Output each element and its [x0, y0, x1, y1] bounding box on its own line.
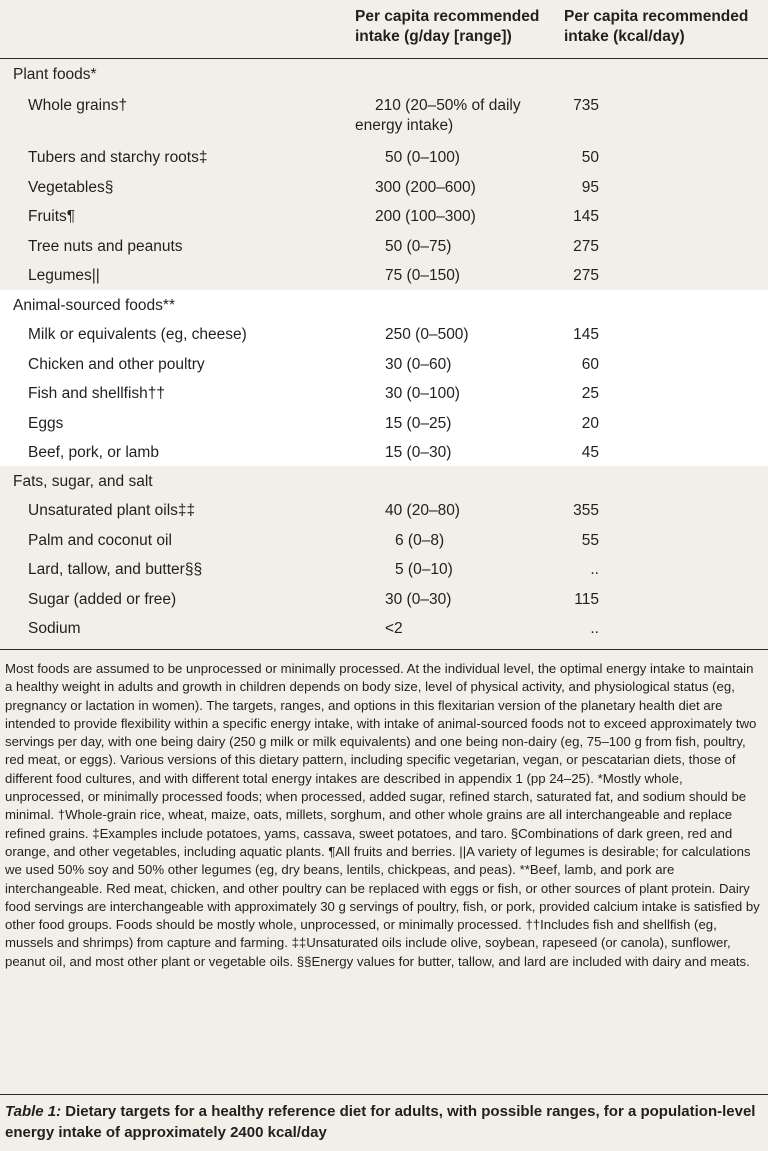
section-animal-foods: [0, 290, 768, 466]
kcal-value: 275: [573, 237, 599, 255]
grams-cell: [355, 560, 535, 580]
section-label: Animal-sourced foods**: [13, 297, 175, 314]
grams-value: 5 (0–10): [395, 561, 453, 578]
food-name: Legumes||: [28, 267, 100, 284]
table-row: [0, 144, 768, 174]
food-name: Vegetables§: [28, 178, 114, 196]
table-row: [0, 586, 768, 616]
grams-value: 40 (20–80): [385, 502, 460, 519]
grams-cell: [355, 501, 535, 521]
food-name: Sugar (added or free): [28, 590, 177, 608]
kcal-value: 45: [581, 444, 599, 461]
table-row: [0, 321, 768, 351]
kcal-value: 20: [581, 414, 599, 432]
table-row: [0, 380, 768, 410]
header-grams: Per capita recommended intake (g/day [range]): [355, 8, 540, 45]
kcal-value: 115: [574, 590, 599, 608]
kcal-value: 50: [581, 149, 599, 166]
food-name: Fish and shellfish††: [28, 385, 165, 402]
section-fats-sugar-salt: [0, 466, 768, 646]
section-label: Plant foods*: [13, 66, 97, 83]
section-plant-foods: [0, 59, 768, 295]
table-row: [0, 92, 768, 142]
grams-value: 15 (0–25): [385, 414, 452, 432]
table-row: [0, 233, 768, 263]
table-row: [0, 527, 768, 557]
grams-cell: [355, 266, 535, 286]
grams-value-cont: energy intake): [355, 117, 454, 134]
grams-value: 50 (0–100): [385, 149, 460, 166]
table-footnote: Most foods are assumed to be unprocessed or minimally processed. At the individual level, the optimal energy intake to maintain a healthy weight in adults and growth in children depends on body size, level of physical activity, and physiological status (eg, pregnancy or lactation in women). The targets, ranges, and options in this flexitarian version of the planetary health diet are intended to provide flexibility within a specific energy intake, with intake of animal-sourced foods not to exceed approximately two servings per day, with one being dairy (250 g milk or milk equivalents) and one being non-dairy (eg, 75–100 g from fish, poultry, red meat, or eggs). Various versions of this dietary pattern, including specific vegetarian, vegan, or pescatarian diets, those of different food cultures, and with different total energy intakes are described in appendix 1 (pp 24–25). *Mostly whole, unprocessed, or minimally processed foods; when processed, added sugar, refined starch, saturated fat, and sodium should be minimal. †Whole-grain rice, wheat, maize, oats, millets, sorghum, and other whole grains are all interchangeable and replace refined grains. ‡Examples include potatoes, yams, cassava, sweet potatoes, and taro. §Combinations of dark green, red and orange, and other vegetables, including aquatic plants. ¶All fruits and berries. ||A variety of legumes is desirable; for calculations we used 50% soy and 50% other legumes (eg, dry beans, lentils, chickpeas, and peas). **Beef, lamb, and pork are interchangeable. Red meat, chicken, and other poultry can be replaced with eggs or fish, or other sources of plant protein. Dairy food servings are interchangeable with approximately 30 g servings of poultry, fish, or pork, provided calcium intake is satisfied by other food groups. Foods should be mostly whole, unprocessed, or minimally processed. ††Includes fish and shellfish (eg, mussels and shrimps) from capture and farming. ‡‡Unsaturated oils include olive, soybean, rapeseed (or canola), sunflower, peanut oil, and most other plant or vegetable oils. §§Energy values for butter, tallow, and lard are included with dairy and meats.: [5, 661, 760, 969]
table-row: [0, 351, 768, 381]
grams-value: 30 (0–60): [385, 355, 452, 373]
header-kcal: Per capita recommended intake (kcal/day): [564, 8, 749, 45]
section-label: Fats, sugar, and salt: [13, 473, 153, 490]
kcal-value: ..: [590, 620, 599, 637]
grams-value: <2: [385, 620, 403, 637]
kcal-value: 145: [573, 326, 599, 343]
food-name: Whole grains†: [28, 97, 128, 114]
grams-cell: [355, 443, 535, 463]
kcal-value: 95: [581, 178, 599, 196]
table-caption: [5, 1101, 763, 1143]
food-name: Lard, tallow, and butter§§: [28, 561, 203, 578]
grams-cell: [355, 207, 535, 227]
grams-value: 250 (0–500): [385, 326, 469, 343]
grams-value: 30 (0–30): [385, 590, 452, 608]
grams-value: 200 (100–300): [375, 208, 476, 225]
kcal-value: 60: [581, 355, 599, 373]
grams-cell: [355, 590, 535, 610]
caption-text: Dietary targets for a healthy reference diet for adults, with possible ranges, for a population-level energy intake of approximately 2400 kcal/day: [5, 1103, 756, 1141]
grams-value: 300 (200–600): [375, 178, 476, 196]
kcal-value: 25: [581, 385, 599, 402]
grams-cell: [355, 531, 535, 551]
table-row: [0, 262, 768, 292]
food-name: Tubers and starchy roots‡: [28, 149, 208, 166]
grams-value: 30 (0–100): [385, 385, 460, 402]
grams-value: 75 (0–150): [385, 267, 460, 284]
table-row: [0, 410, 768, 440]
food-name: Sodium: [28, 620, 81, 637]
food-name: Unsaturated plant oils‡‡: [28, 502, 196, 519]
kcal-value: 735: [573, 97, 599, 114]
grams-value: 210 (20–50% of daily: [375, 97, 521, 114]
food-name: Chicken and other poultry: [28, 355, 205, 373]
grams-cell: [355, 237, 535, 257]
grams-cell: [355, 619, 535, 639]
caption-label: Table 1:: [5, 1103, 62, 1120]
grams-cell: [355, 178, 535, 198]
table-bottom-divider: [0, 649, 768, 650]
grams-value: 15 (0–30): [385, 444, 452, 461]
table-row: [0, 497, 768, 527]
food-name: Palm and coconut oil: [28, 531, 172, 549]
kcal-value: 275: [573, 267, 599, 284]
grams-value: 6 (0–8): [395, 531, 445, 549]
food-name: Tree nuts and peanuts: [28, 237, 183, 255]
grams-cell: [355, 414, 535, 434]
kcal-value: 145: [573, 208, 599, 225]
food-name: Beef, pork, or lamb: [28, 444, 159, 461]
table-header: [0, 0, 768, 58]
kcal-value: ..: [590, 561, 599, 578]
grams-cell: [355, 355, 535, 375]
kcal-value: 55: [581, 531, 599, 549]
table-row: [0, 439, 768, 469]
table-row: [0, 174, 768, 204]
grams-cell: [355, 148, 535, 168]
table-row: [0, 556, 768, 586]
food-name: Fruits¶: [28, 208, 76, 225]
grams-cell: [355, 96, 535, 136]
caption-divider: [0, 1094, 768, 1095]
grams-cell: [355, 384, 535, 404]
grams-value: 50 (0–75): [385, 237, 452, 255]
table-row: [0, 615, 768, 645]
table-row: [0, 203, 768, 233]
food-name: Milk or equivalents (eg, cheese): [28, 326, 247, 343]
food-name: Eggs: [28, 414, 64, 432]
kcal-value: 355: [573, 502, 599, 519]
grams-cell: [355, 325, 535, 345]
